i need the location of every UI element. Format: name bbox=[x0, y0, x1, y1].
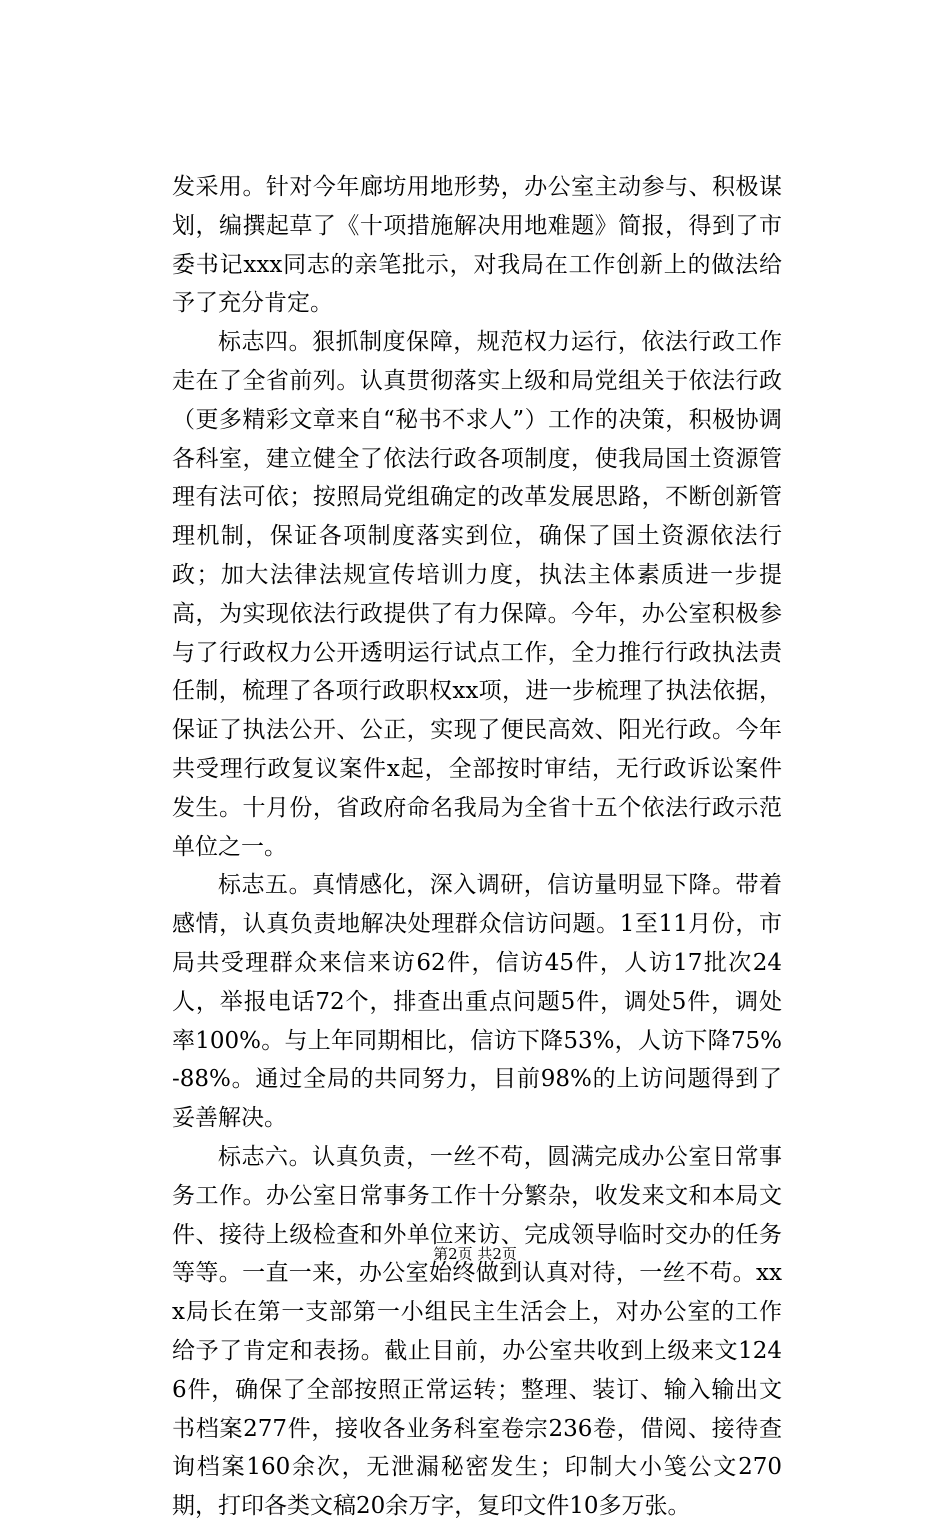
paragraph-marker-six: 标志六。认真负责，一丝不苟，圆满完成办公室日常事务工作。办公室日常事务工作十分繁杂，收发来文和本局文件、接待上级检查和外单位来访、完成领导临时交办的任务等等。一直一来，办公室始终做到认真对待，一丝不苟。xxx局长在第一支部第一小组民主生活会上，对办公室的工作给予了肯定和表扬。截止目前，办公室共收到上级来文1246件，确保了全部按照正常运转；整理、装订、输入输出文书档案277件，接收各业务科室卷宗236卷，借阅、接待查询档案160余次，无泄漏秘密发生；印制大小笺公文270期，打印各类文稿20余万字，复印文件10多万张。 bbox=[172, 1143, 782, 1520]
document-body bbox=[172, 168, 782, 1526]
paragraph-continuation: 发采用。针对今年廊坊用地形势，办公室主动参与、积极谋划，编撰起草了《十项措施解决用地难题》简报，得到了市委书记xxx同志的亲笔批示，对我局在工作创新上的做法给予了充分肯定。 bbox=[172, 174, 782, 317]
paragraph-marker-four: 标志四。狠抓制度保障，规范权力运行，依法行政工作走在了全省前列。认真贯彻落实上级和局党组关于依法行政（更多精彩文章来自“秘书不求人”）工作的决策，积极协调各科室，建立健全了依法行政各项制度，使我局国土资源管理有法可依；按照局党组确定的改革发展思路，不断创新管理机制，保证各项制度落实到位，确保了国土资源依法行政；加大法律法规宣传培训力度，执法主体素质进一步提高，为实现依法行政提供了有力保障。今年，办公室积极参与了行政权力公开透明运行试点工作，全力推行行政执法责任制，梳理了各项行政职权xx项，进一步梳理了执法依据，保证了执法公开、公正，实现了便民高效、阳光行政。今年共受理行政复议案件x起，全部按时审结，无行政诉讼案件发生。十月份，省政府命名我局为全省十五个依法行政示范单位之一。 bbox=[172, 329, 782, 860]
paragraph-marker-five: 标志五。真情感化，深入调研，信访量明显下降。带着感情，认真负责地解决处理群众信访问题。1至11月份，市局共受理群众来信来访62件，信访45件，人访17批次24人，举报电话72个，排查出重点问题5件，调处5件，调处率100%。与上年同期相比，信访下降53%，人访下降75%-88%。通过全局的共同努力，目前98%的上访问题得到了妥善解决。 bbox=[172, 872, 782, 1132]
page-number-footer: 第2页 共2页 bbox=[433, 1245, 517, 1263]
